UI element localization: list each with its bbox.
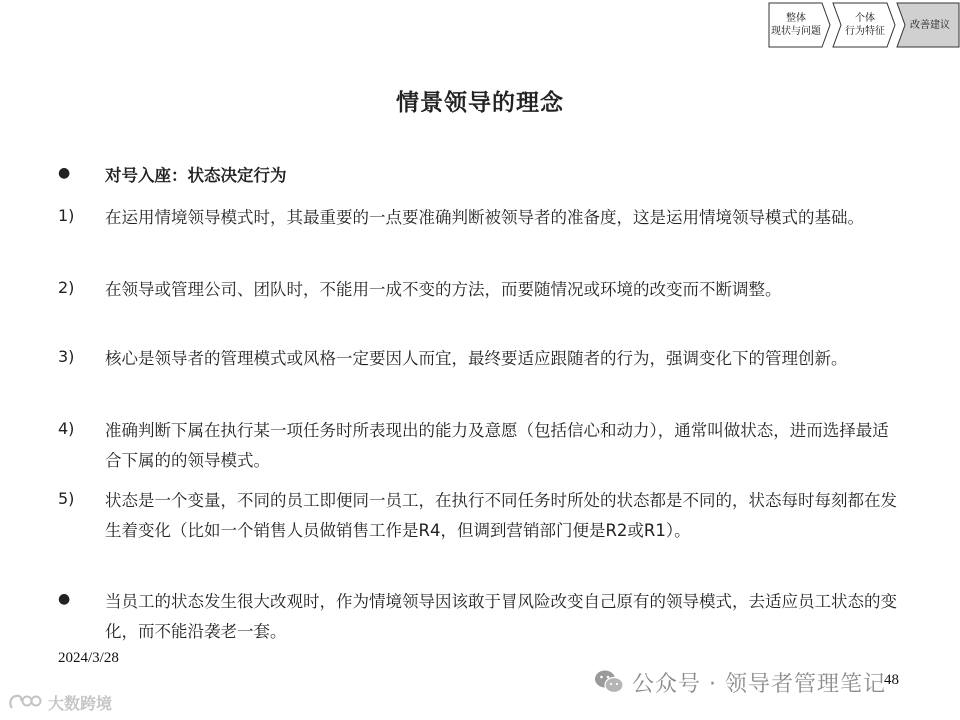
nav-step-improvement[interactable] — [896, 2, 960, 48]
slide-date: 2024/3/28 — [58, 650, 119, 666]
bullet-marker: ● — [58, 165, 71, 181]
list-number: 3) — [58, 347, 75, 366]
list-number: 4) — [58, 419, 75, 438]
page-title: 情景领导的理念 — [396, 90, 564, 116]
brand-logo-icon — [8, 692, 44, 712]
wechat-icon — [594, 669, 624, 695]
list-item-text: 在运用情境领导模式时，其最重要的一点要准确判断被领导者的准备度，这是运用情境领导模式的基础。 — [105, 208, 864, 227]
list-number: 2) — [58, 278, 75, 297]
nav-step-label: 个体 行为特征 — [845, 13, 885, 37]
watermark-wechat — [594, 664, 886, 700]
watermark-text: 公众号 · 领导者管理笔记 — [632, 671, 886, 697]
nav-step-label: 改善建议 — [910, 19, 950, 31]
list-item-text: 在领导或管理公司、团队时，不能用一成不变的方法，而要随情况或环境的改变而不断调整。 — [105, 280, 782, 299]
nav-step-individual[interactable] — [832, 2, 896, 48]
list-item-text: 当员工的状态发生很大改观时，作为情境领导因该敢于冒风险改变自己原有的领导模式，去适应员工状态的变化，而不能沿袭老一套。 — [105, 592, 897, 641]
progress-nav — [768, 0, 960, 50]
list-item-text: 准确判断下属在执行某一项任务时所表现出的能力及意愿（包括信心和动力），通常叫做状态，进而选择最适合下属的的领导模式。 — [105, 421, 889, 470]
list-item-text: 状态是一个变量，不同的员工即便同一员工，在执行不同任务时所处的状态都是不同的，状态每时每刻都在发生着变化（比如一个销售人员做销售工作是R4，但调到营销部门便是R2或R1）。 — [105, 491, 897, 540]
list-item-text: 核心是领导者的管理模式或风格一定要因人而宜，最终要适应跟随者的行为，强调变化下的管理创新。 — [105, 349, 848, 368]
section-heading: 对号入座：状态决定行为 — [105, 166, 287, 185]
watermark-brand-text: 大数跨境 — [48, 693, 113, 713]
list-number: 1) — [58, 206, 75, 225]
bullet-marker: ● — [58, 591, 71, 607]
list-number: 5) — [58, 489, 75, 508]
nav-step-overall[interactable] — [768, 2, 831, 48]
watermark-logo — [8, 688, 112, 716]
nav-step-label: 整体 现状与问题 — [771, 13, 821, 37]
page-number: 48 — [884, 672, 899, 688]
